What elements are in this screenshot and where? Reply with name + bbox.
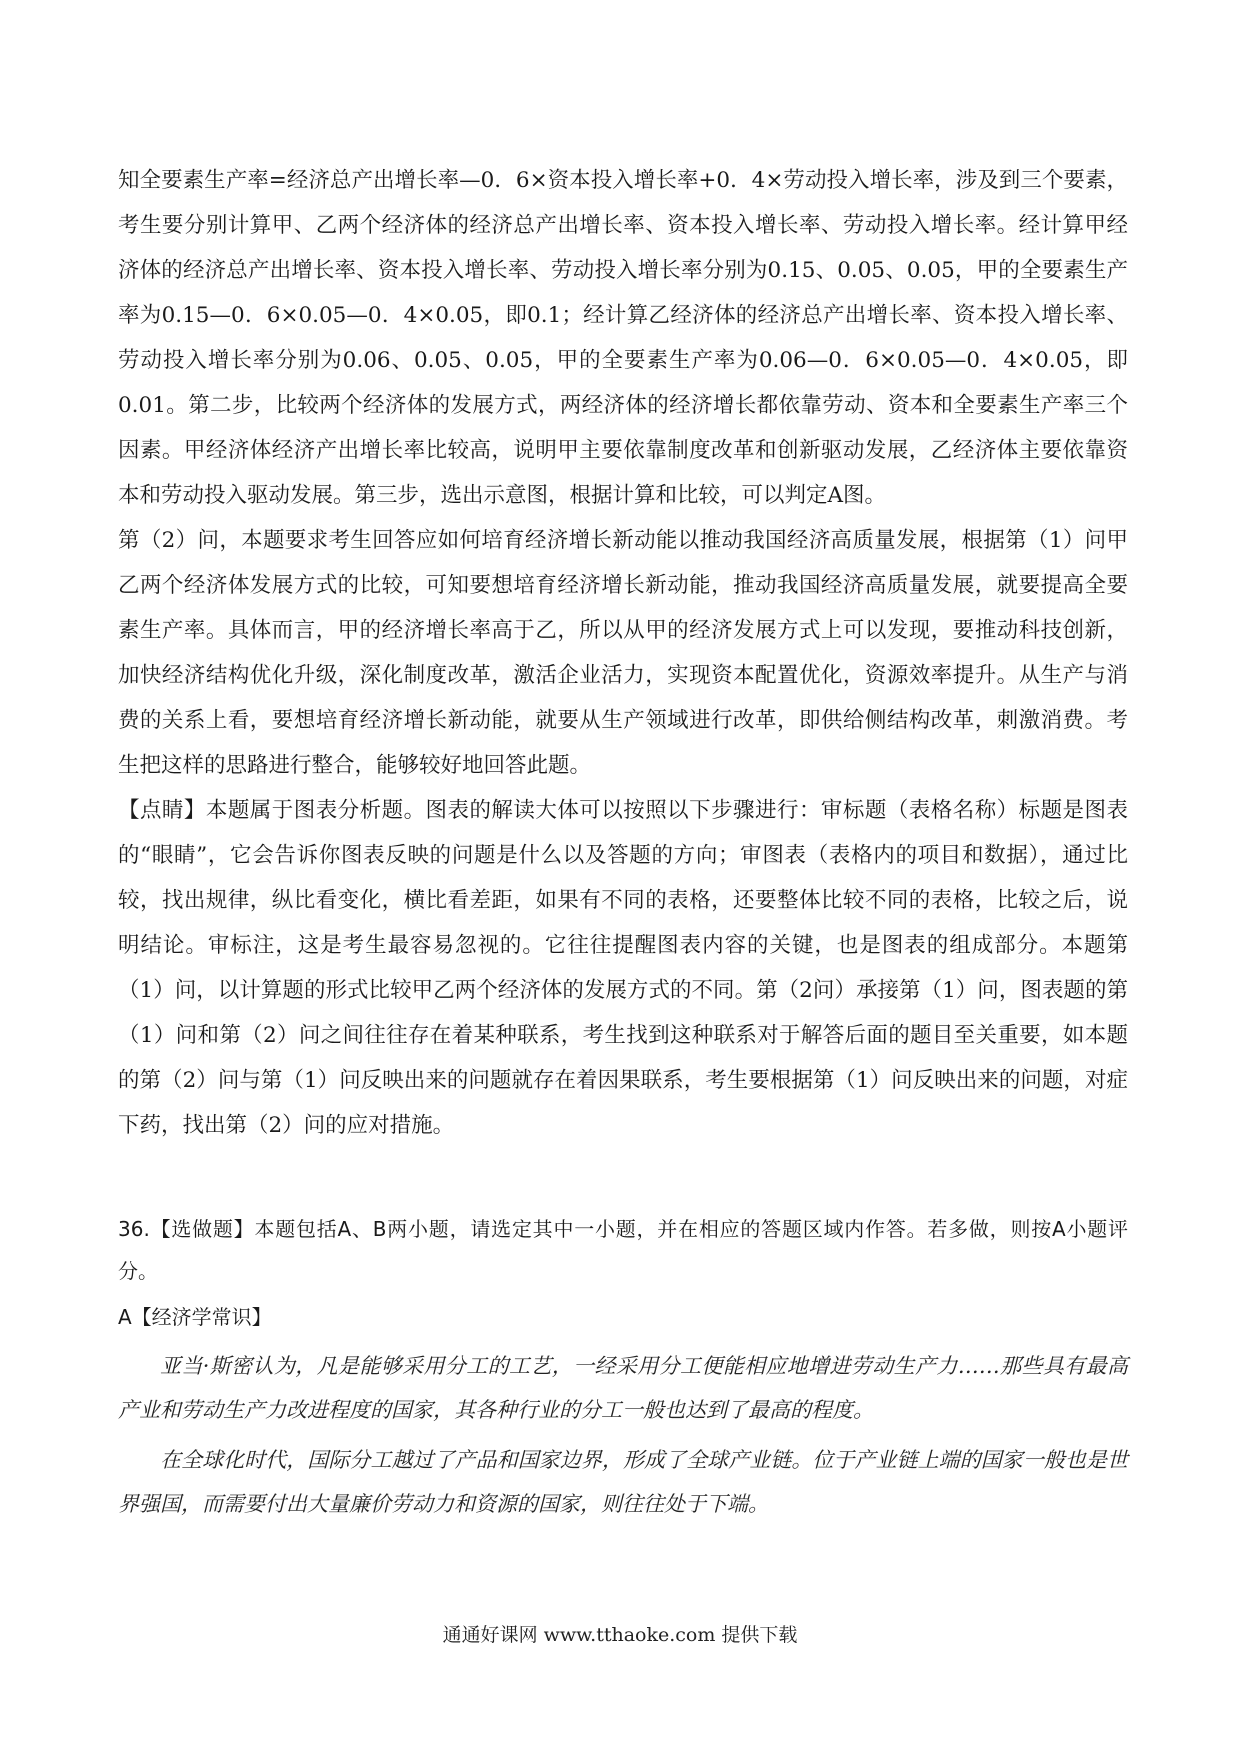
analysis-paragraph-2: 第（2）问，本题要求考生回答应如何培育经济增长新动能以推动我国经济高质量发展，根据第（1）问甲乙两个经济体发展方式的比较，可知要想培育经济增长新动能，推动我国经济高质量发展，就要提高全要素生产率。具体而言，甲的经济增长率高于乙，所以从甲的经济发展方式上可以发现，要推动科技创新，加快经济结构优化升级，深化制度改革，激活企业活力，实现资本配置优化，资源效率提升。从生产与消费的关系上看，要想培育经济增长新动能，就要从生产领域进行改革，即供给侧结构改革，刺激消费。考生把这样的思路进行整合，能够较好地回答此题。 <box>118 528 1128 778</box>
page-footer: 通通好课网 www.tthaoke.com 提供下载 <box>442 1624 798 1646</box>
section-a-title: A【经济学常识】 <box>118 1305 272 1329</box>
document-body <box>118 158 1128 1526</box>
question-36-heading: 36.【选做题】本题包括A、B两小题，请选定其中一小题，并在相应的答题区域内作答。若多做，则按A小题评分。 <box>118 1217 1128 1283</box>
quote-paragraph-1: 亚当·斯密认为，凡是能够采用分工的工艺，一经采用分工便能相应地增进劳动生产力……那些具有最高产业和劳动生产力改进程度的国家，其各种行业的分工一般也达到了最高的程度。 <box>118 1354 1128 1422</box>
quote-paragraph-2: 在全球化时代，国际分工越过了产品和国家边界，形成了全球产业链。位于产业链上端的国家一般也是世界强国，而需要付出大量廉价劳动力和资源的国家，则往往处于下端。 <box>118 1448 1128 1516</box>
key-point-paragraph: 【点睛】本题属于图表分析题。图表的解读大体可以按照以下步骤进行：审标题（表格名称）标题是图表的“眼睛”，它会告诉你图表反映的问题是什么以及答题的方向；审图表（表格内的项目和数据），通过比较，找出规律，纵比看变化，横比看差距，如果有不同的表格，还要整体比较不同的表格，比较之后，说明结论。审标注，这是考生最容易忽视的。它往往提醒图表内容的关键，也是图表的组成部分。本题第（1）问，以计算题的形式比较甲乙两个经济体的发展方式的不同。第（2问）承接第（1）问，图表题的第（1）问和第（2）问之间往往存在着某种联系，考生找到这种联系对于解答后面的题目至关重要，如本题的第（2）问与第（1）问反映出来的问题就存在着因果联系，考生要根据第（1）问反映出来的问题，对症下药，找出第（2）问的应对措施。 <box>118 798 1128 1138</box>
analysis-paragraph-1: 知全要素生产率=经济总产出增长率—0．6×资本投入增长率+0．4×劳动投入增长率，涉及到三个要素，考生要分别计算甲、乙两个经济体的经济总产出增长率、资本投入增长率、劳动投入增长率。经计算甲经济体的经济总产出增长率、资本投入增长率、劳动投入增长率分别为0.15、0.05、0.05，甲的全要素生产率为0.15—0．6×0.05—0．4×0.05，即0.1；经计算乙经济体的经济总产出增长率、资本投入增长率、劳动投入增长率分别为0.06、0.05、0.05，甲的全要素生产率为0.06—0．6×0.05—0．4×0.05，即0.01。第二步，比较两个经济体的发展方式，两经济体的经济增长都依靠劳动、资本和全要素生产率三个因素。甲经济体经济产出增长率比较高，说明甲主要依靠制度改革和创新驱动发展，乙经济体主要依靠资本和劳动投入驱动发展。第三步，选出示意图，根据计算和比较，可以判定A图。 <box>118 168 1128 508</box>
section-gap <box>118 1148 1128 1208</box>
